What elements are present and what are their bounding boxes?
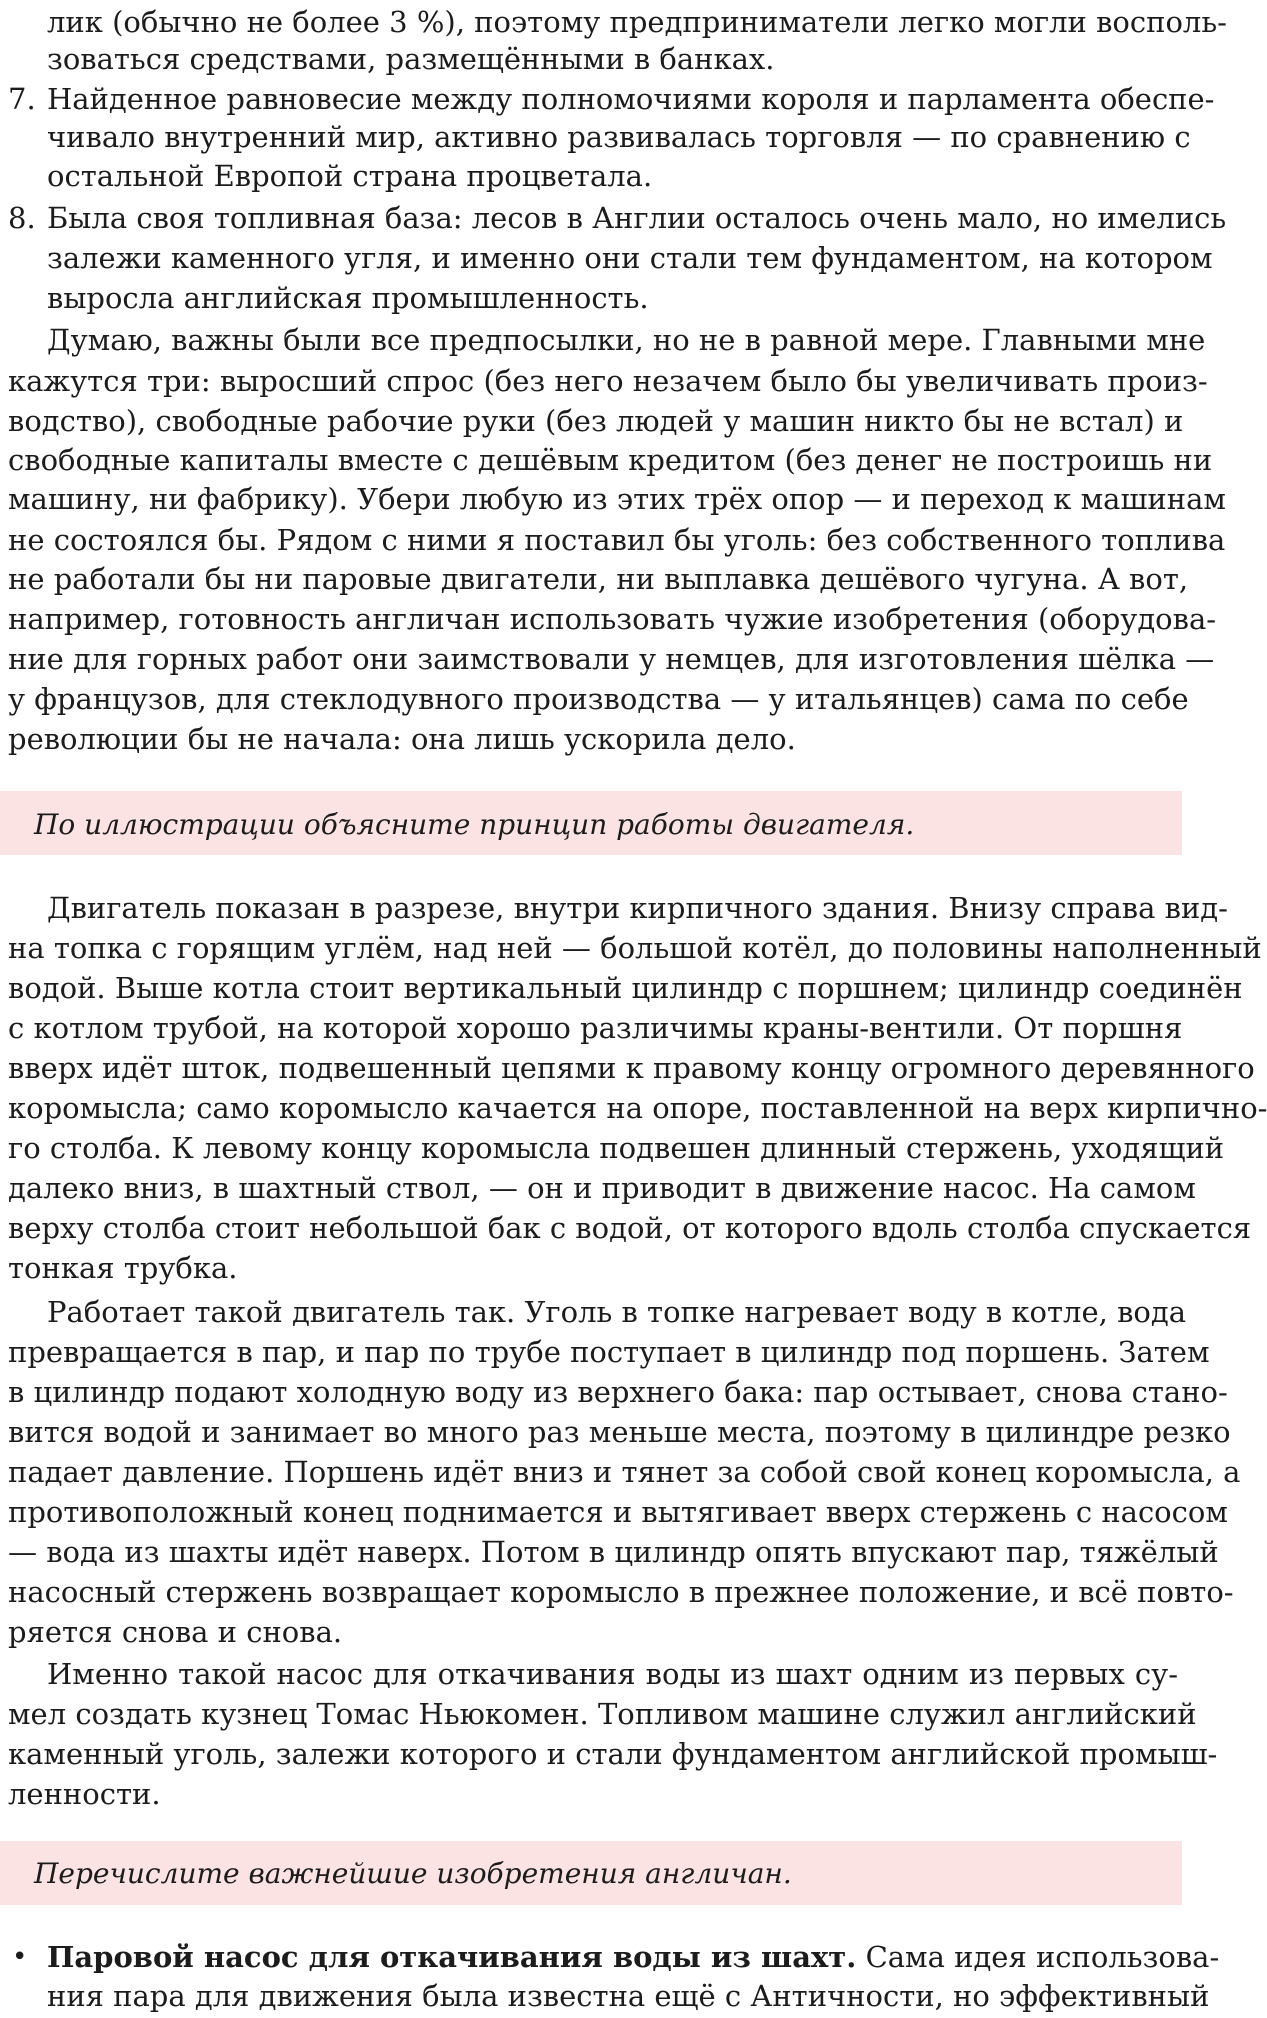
- paragraph-2-line-10: тонкая трубка.: [8, 1251, 238, 1285]
- list-item-7-line-2: чивало внутренний мир, активно развивалась торговля — по сравнению с: [47, 120, 1191, 154]
- paragraph-2-line-4: с котлом трубой, на которой хорошо различимы краны-вентили. От поршня: [8, 1011, 1183, 1045]
- paragraph-4-line-4: ленности.: [8, 1777, 161, 1811]
- paragraph-1-line-4: свободные капиталы вместе с дешёвым кредитом (без денег не построишь ни: [8, 443, 1213, 477]
- paragraph-1-line-3: водство), свободные рабочие руки (без людей у машин никто бы не встал) и: [8, 404, 1184, 438]
- paragraph-3-line-3: в цилиндр подают холодную воду из верхнего бака: пар остывает, снова стано-: [8, 1375, 1228, 1409]
- paragraph-3-line-1: Работает такой двигатель так. Уголь в топке нагревает воду в котле, вода: [47, 1295, 1187, 1329]
- paragraph-3-line-4: вится водой и занимает во много раз меньше места, поэтому в цилиндре резко: [8, 1415, 1231, 1449]
- list-item-6-continuation-2: зоваться средствами, размещёнными в банках.: [47, 42, 775, 76]
- list-item-8-line-1: Была своя топливная база: лесов в Англии осталось очень мало, но имелись: [47, 201, 1227, 235]
- paragraph-4-line-3: каменный уголь, залежи которого и стали фундаментом английской промыш-: [8, 1737, 1218, 1771]
- paragraph-3-line-8: насосный стержень возвращает коромысло в прежнее положение, и всё повто-: [8, 1575, 1234, 1609]
- paragraph-1-line-7: не работали бы ни паровые двигатели, ни выплавка дешёвого чугуна. А вот,: [8, 562, 1189, 596]
- paragraph-3-line-2: превращается в пар, и пар по трубе поступает в цилиндр под поршень. Затем: [8, 1335, 1210, 1369]
- paragraph-3-line-9: ряется снова и снова.: [8, 1615, 343, 1649]
- paragraph-1-line-1: Думаю, важны были все предпосылки, но не в равной мере. Главными мне: [47, 323, 1206, 357]
- paragraph-1-line-8: например, готовность англичан использовать чужие изобретения (оборудова-: [8, 602, 1217, 636]
- list-item-7-line-1: Найденное равновесие между полномочиями короля и парламента обеспе-: [47, 82, 1215, 116]
- paragraph-2-line-5: вверх идёт шток, подвешенный цепями к правому концу огромного деревянного: [8, 1051, 1255, 1085]
- bullet-item-1-line-2: ния пара для движения была известна ещё с Античности, но эффективный: [47, 1979, 1210, 2013]
- question-1: По иллюстрации объясните принцип работы двигателя.: [34, 808, 915, 841]
- paragraph-4-line-2: мел создать кузнец Томас Ньюкомен. Топливом машине служил английский: [8, 1697, 1197, 1731]
- paragraph-1-line-5: машину, ни фабрику). Убери любую из этих трёх опор — и переход к машинам: [8, 482, 1226, 516]
- paragraph-2-line-7: го столба. К левому концу коромысла подвешен длинный стержень, уходящий: [8, 1131, 1225, 1165]
- paragraph-3-line-7: — вода из шахты идёт наверх. Потом в цилиндр опять впускают пар, тяжёлый: [8, 1535, 1219, 1569]
- paragraph-1-line-2: кажутся три: выросший спрос (без него незачем было бы увеличивать произ-: [8, 364, 1208, 398]
- paragraph-1-line-10: у французов, для стеклодувного производства — у итальянцев) сама по себе: [8, 682, 1189, 716]
- paragraph-3-line-5: падает давление. Поршень идёт вниз и тянет за собой свой конец коромысла, а: [8, 1455, 1241, 1489]
- bullet-item-1-text: Сама идея использова-: [856, 1940, 1220, 1974]
- paragraph-4-line-1: Именно такой насос для откачивания воды из шахт одним из первых су-: [47, 1657, 1178, 1691]
- paragraph-2-line-6: коромысла; само коромысло качается на опоре, поставленной на верх кирпично-: [8, 1091, 1267, 1125]
- bullet-item-1-bold-title: Паровой насос для откачивания воды из шахт.: [47, 1940, 857, 1974]
- bullet-marker: •: [12, 1942, 28, 1972]
- list-item-6-continuation-1: лик (обычно не более 3 %), поэтому предприниматели легко могли восполь-: [47, 5, 1227, 39]
- paragraph-1-line-9: ние для горных работ они заимствовали у немцев, для изготовления шёлка —: [8, 642, 1215, 676]
- list-item-8-line-3: выросла английская промышленность.: [47, 281, 649, 315]
- question-2: Перечислите важнейшие изобретения англичан.: [34, 1857, 792, 1890]
- paragraph-1-line-11: революции бы не начала: она лишь ускорила дело.: [8, 722, 796, 756]
- paragraph-2-line-1: Двигатель показан в разрезе, внутри кирпичного здания. Внизу справа вид-: [47, 891, 1228, 925]
- list-number-7: 7.: [8, 82, 36, 116]
- list-item-8-line-2: залежи каменного угля, и именно они стали тем фундаментом, на котором: [47, 241, 1213, 275]
- bullet-item-1-line-1: [47, 1935, 1220, 1979]
- paragraph-1-line-6: не состоялся бы. Рядом с ними я поставил бы уголь: без собственного топлива: [8, 523, 1226, 557]
- paragraph-3-line-6: противоположный конец поднимается и вытягивает вверх стержень с насосом: [8, 1495, 1228, 1529]
- list-item-7-line-3: остальной Европой страна процветала.: [47, 159, 653, 193]
- paragraph-2-line-2: на топка с горящим углём, над ней — большой котёл, до половины наполненный: [8, 931, 1262, 965]
- list-number-8: 8.: [8, 201, 36, 235]
- paragraph-2-line-9: верху столба стоит небольшой бак с водой, от которого вдоль столба спускается: [8, 1211, 1252, 1245]
- paragraph-2-line-8: далеко вниз, в шахтный ствол, — он и приводит в движение насос. На самом: [8, 1171, 1196, 1205]
- paragraph-2-line-3: водой. Выше котла стоит вертикальный цилиндр с поршнем; цилиндр соединён: [8, 971, 1243, 1005]
